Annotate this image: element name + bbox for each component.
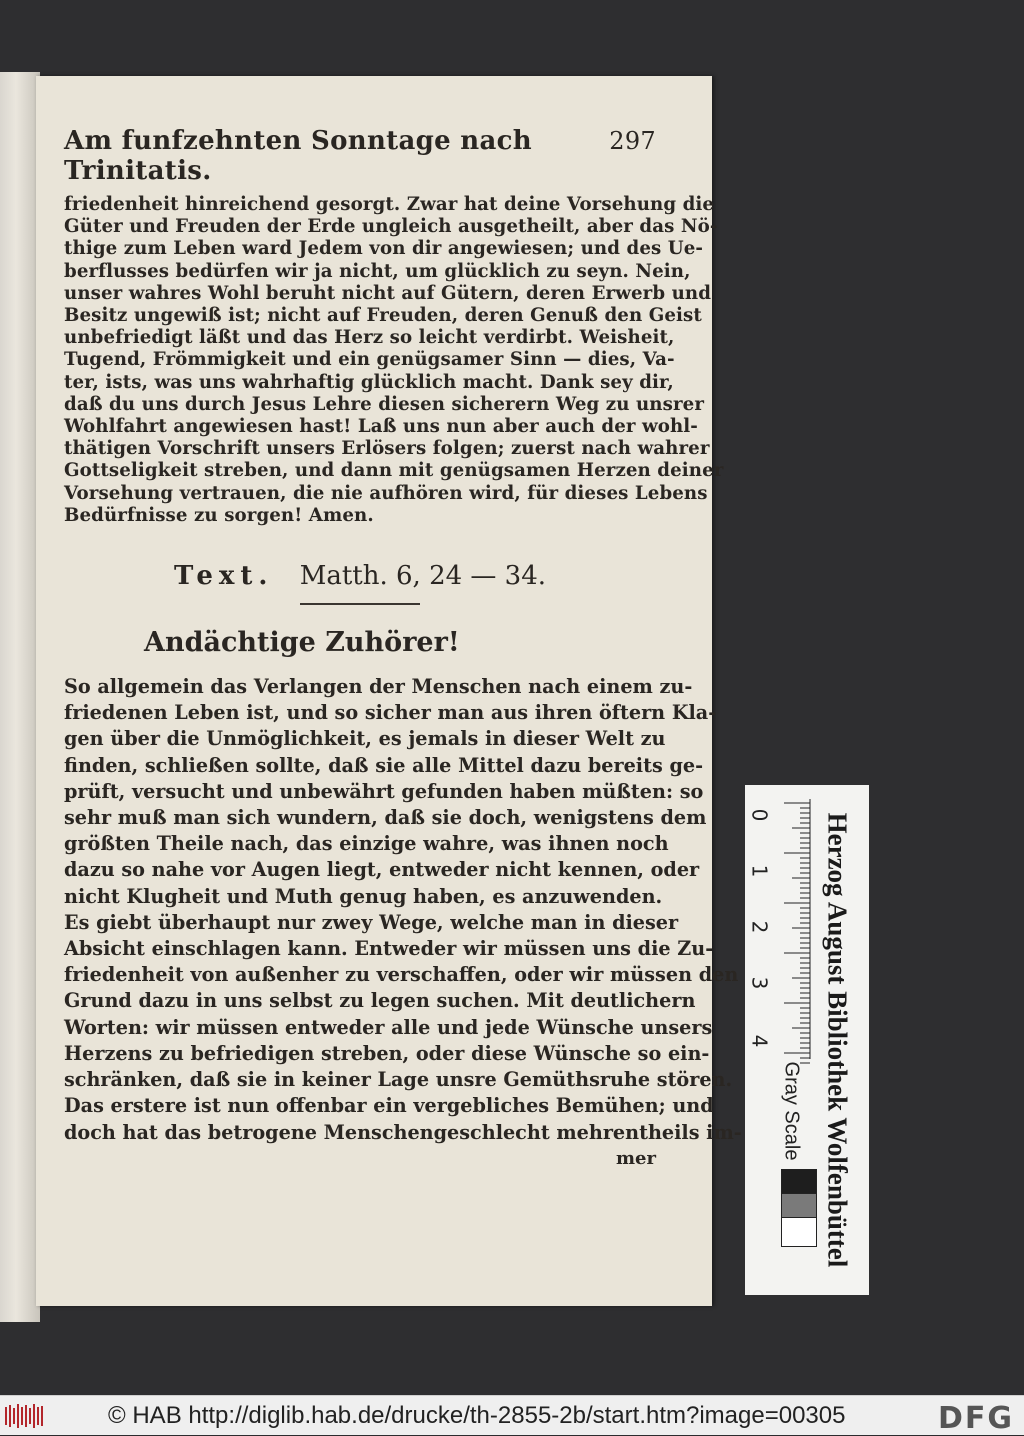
- sermon-line: prüft, versucht und unbewährt gefunden haben müßten: so: [64, 779, 704, 803]
- ruler-label-1: 1: [747, 864, 772, 878]
- sermon-line: sehr muß man sich wundern, daß sie doch, wenigstens dem: [64, 806, 707, 830]
- prayer-line: Vorsehung vertrauen, die nie aufhören wird, für dieses Lebens: [64, 482, 708, 504]
- sermon-line: finden, schließen sollte, daß sie alle Mittel dazu bereits ge-: [64, 753, 704, 777]
- catchword: mer: [616, 1147, 656, 1169]
- book-page: [36, 76, 742, 1306]
- grayscale-label-box: [771, 1061, 811, 1161]
- color-calibration-card: [745, 785, 869, 1295]
- sermon-line: nicht Klugheit und Muth genug haben, es anzuwenden.: [64, 884, 663, 908]
- sermon-line: friedenen Leben ist, und so sicher man aus ihren öftern Kla-: [64, 701, 717, 725]
- dfg-logo: DFG: [937, 1401, 1014, 1436]
- sermon-line: Grund dazu in uns selbst zu legen suchen. Mit deutlichern: [64, 989, 696, 1013]
- ruler-label-2: 2: [747, 920, 772, 934]
- prayer-line: Güter und Freuden der Erde ungleich ausgetheilt, aber das Nö-: [64, 216, 718, 238]
- footer-bar: [0, 1395, 1024, 1435]
- prayer-line: Besitz ungewiß ist; nicht auf Freuden, deren Genuß den Geist: [64, 305, 702, 327]
- section-divider: [300, 603, 420, 605]
- prayer-line: daß du uns durch Jesus Lehre diesen sicherern Weg zu unsrer: [64, 393, 705, 415]
- sermon-line: dazu so nahe vor Augen liegt, entweder nicht kennen, oder: [64, 858, 700, 882]
- ruler-label-0: 0: [747, 808, 772, 822]
- ruler-label-4: 4: [747, 1034, 772, 1048]
- institution-label: Herzog August Bibliothek Wolfenbüttel: [822, 812, 853, 1268]
- running-head-title: Am funfzehnten Sonntage nach Trinitatis.: [64, 126, 532, 186]
- sermon-line: doch hat das betrogene Menschengeschlecht mehrentheils im-: [64, 1120, 742, 1144]
- prayer-line: thätigen Vorschrift unsers Erlösers folgen; zuerst nach wahrer: [64, 438, 710, 460]
- sermon-line: Herzens zu befriedigen streben, oder diese Wünsche so ein-: [64, 1041, 710, 1065]
- ruler: [755, 799, 815, 1099]
- previous-page-edge: [0, 72, 40, 1322]
- prayer-line: unbefriedigt läßt und das Herz so leicht verdirbt. Weisheit,: [64, 327, 675, 349]
- sermon-line: Es giebt überhaupt nur zwey Wege, welche man in dieser: [64, 910, 679, 934]
- sermon-line: schränken, daß sie in keiner Lage unsre Gemüthsruhe stören.: [64, 1068, 733, 1092]
- sermon-line: Das erstere ist nun offenbar ein vergebliches Bemühen; und: [64, 1094, 714, 1118]
- prayer-line: Gottseligkeit streben, und dann mit genügsamen Herzen deiner: [64, 460, 724, 482]
- salutation: Andächtige Zuhörer!: [144, 627, 460, 659]
- prayer-line: berflusses bedürfen wir ja nicht, um glücklich zu seyn. Nein,: [64, 260, 691, 282]
- sermon-line: größten Theile nach, das einzige wahre, was ihnen noch: [64, 832, 669, 856]
- prayer-line: unser wahres Wohl beruht nicht auf Gütern, deren Erwerb und: [64, 282, 712, 304]
- prayer-line: ter, ists, was uns wahrhaftig glücklich macht. Dank sey dir,: [64, 371, 674, 393]
- institution-label-box: [807, 785, 867, 1295]
- grayscale-label: Gray Scale: [780, 1061, 803, 1161]
- prayer-line: thige zum Leben ward Jedem von dir angewiesen; und des Ue-: [64, 238, 704, 260]
- reference-citation: Matth. 6, 24 — 34.: [299, 561, 547, 592]
- page-content: [64, 126, 742, 1169]
- footer-credit: © HAB http://diglib.hab.de/drucke/th-2855-2b/start.htm?image=00305: [108, 1401, 846, 1429]
- sermon-paragraph: [64, 674, 742, 1146]
- prayer-line: friedenheit hinreichend gesorgt. Zwar hat deine Vorsehung die: [64, 194, 715, 215]
- text-label: Text.: [173, 561, 274, 592]
- prayer-line: Tugend, Frömmigkeit und ein genügsamer Sinn — dies, Va-: [64, 349, 675, 371]
- prayer-line: Wohlfahrt angewiesen hast! Laß uns nun aber auch der wohl-: [64, 416, 698, 438]
- sermon-line: friedenheit von außenher zu verschaffen, oder wir müssen den: [64, 963, 739, 987]
- sermon-line: Absicht einschlagen kann. Entweder wir müssen uns die Zu-: [64, 937, 714, 961]
- prayer-paragraph: [64, 194, 724, 527]
- sermon-line: So allgemein das Verlangen der Menschen nach einem zu-: [64, 675, 693, 699]
- ruler-label-3: 3: [747, 976, 772, 990]
- prayer-line: Bedürfnisse zu sorgen! Amen.: [64, 504, 374, 526]
- scripture-reference: [64, 561, 656, 591]
- hab-logo-icon: [4, 1401, 48, 1431]
- sermon-line: gen über die Unmöglichkeit, es jemals in dieser Welt zu: [64, 727, 666, 751]
- running-head: [64, 126, 656, 186]
- sermon-line: Worten: wir müssen entweder alle und jede Wünsche unsers: [64, 1015, 713, 1039]
- page-number: 297: [609, 127, 656, 155]
